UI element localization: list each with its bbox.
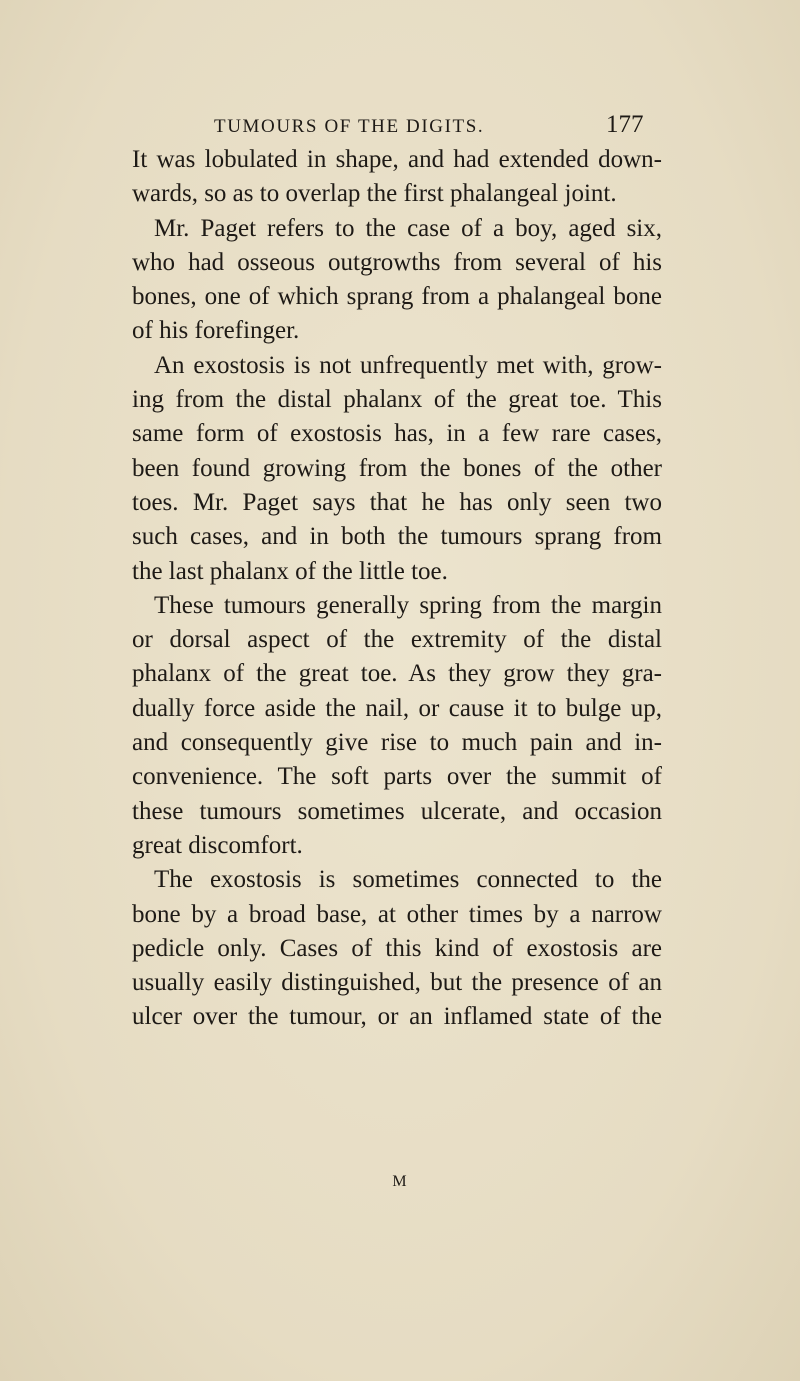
text-line: The exostosis is sometimes connected to the — [154, 866, 662, 894]
running-title: TUMOURS OF THE DIGITS. — [214, 116, 485, 137]
text-line: It was lobulated in shape, and had extended down- — [132, 146, 662, 173]
text-line: such cases, and in both the tumours sprang from — [132, 523, 662, 551]
text-line: great discomfort. — [132, 831, 303, 859]
text-line: ulcer over the tumour, or an inflamed state of the — [132, 1003, 662, 1031]
text-line: ing from the distal phalanx of the great toe. This — [132, 386, 662, 414]
body-text — [132, 143, 662, 1035]
text-line: pedicle only. Cases of this kind of exostosis are — [132, 934, 662, 962]
text-line: same form of exostosis has, in a few rare cases, — [132, 420, 662, 448]
text-line: bones, one of which sprang from a phalangeal bone — [132, 283, 662, 311]
text-line: bone by a broad base, at other times by a narrow — [132, 900, 662, 928]
text-line: these tumours sometimes ulcerate, and occasion — [132, 797, 662, 825]
running-header — [0, 112, 800, 142]
text-line: phalanx of the great toe. As they grow they gra- — [132, 660, 662, 688]
text-line: These tumours generally spring from the margin — [154, 591, 662, 619]
page-number: 177 — [606, 111, 644, 138]
text-line: toes. Mr. Paget says that he has only seen two — [132, 488, 662, 516]
text-line: wards, so as to overlap the first phalangeal joint. — [132, 180, 617, 208]
text-line: the last phalanx of the little toe. — [132, 557, 448, 585]
text-line: of his forefinger. — [132, 317, 300, 345]
text-line: and consequently give rise to much pain and in- — [132, 729, 662, 757]
text-line: convenience. The soft parts over the summit of — [132, 763, 662, 791]
text-line: usually easily distinguished, but the presence of an — [132, 969, 662, 997]
text-line: An exostosis is not unfrequently met with, grow- — [154, 351, 662, 379]
signature-mark: M — [392, 1173, 408, 1190]
text-line: Mr. Paget refers to the case of a boy, aged six, — [154, 214, 662, 242]
text-line: dually force aside the nail, or cause it to bulge up, — [132, 694, 662, 722]
text-line: been found growing from the bones of the other — [132, 454, 662, 482]
text-line: who had osseous outgrowths from several of his — [132, 248, 662, 276]
text-line: or dorsal aspect of the extremity of the distal — [132, 626, 662, 654]
